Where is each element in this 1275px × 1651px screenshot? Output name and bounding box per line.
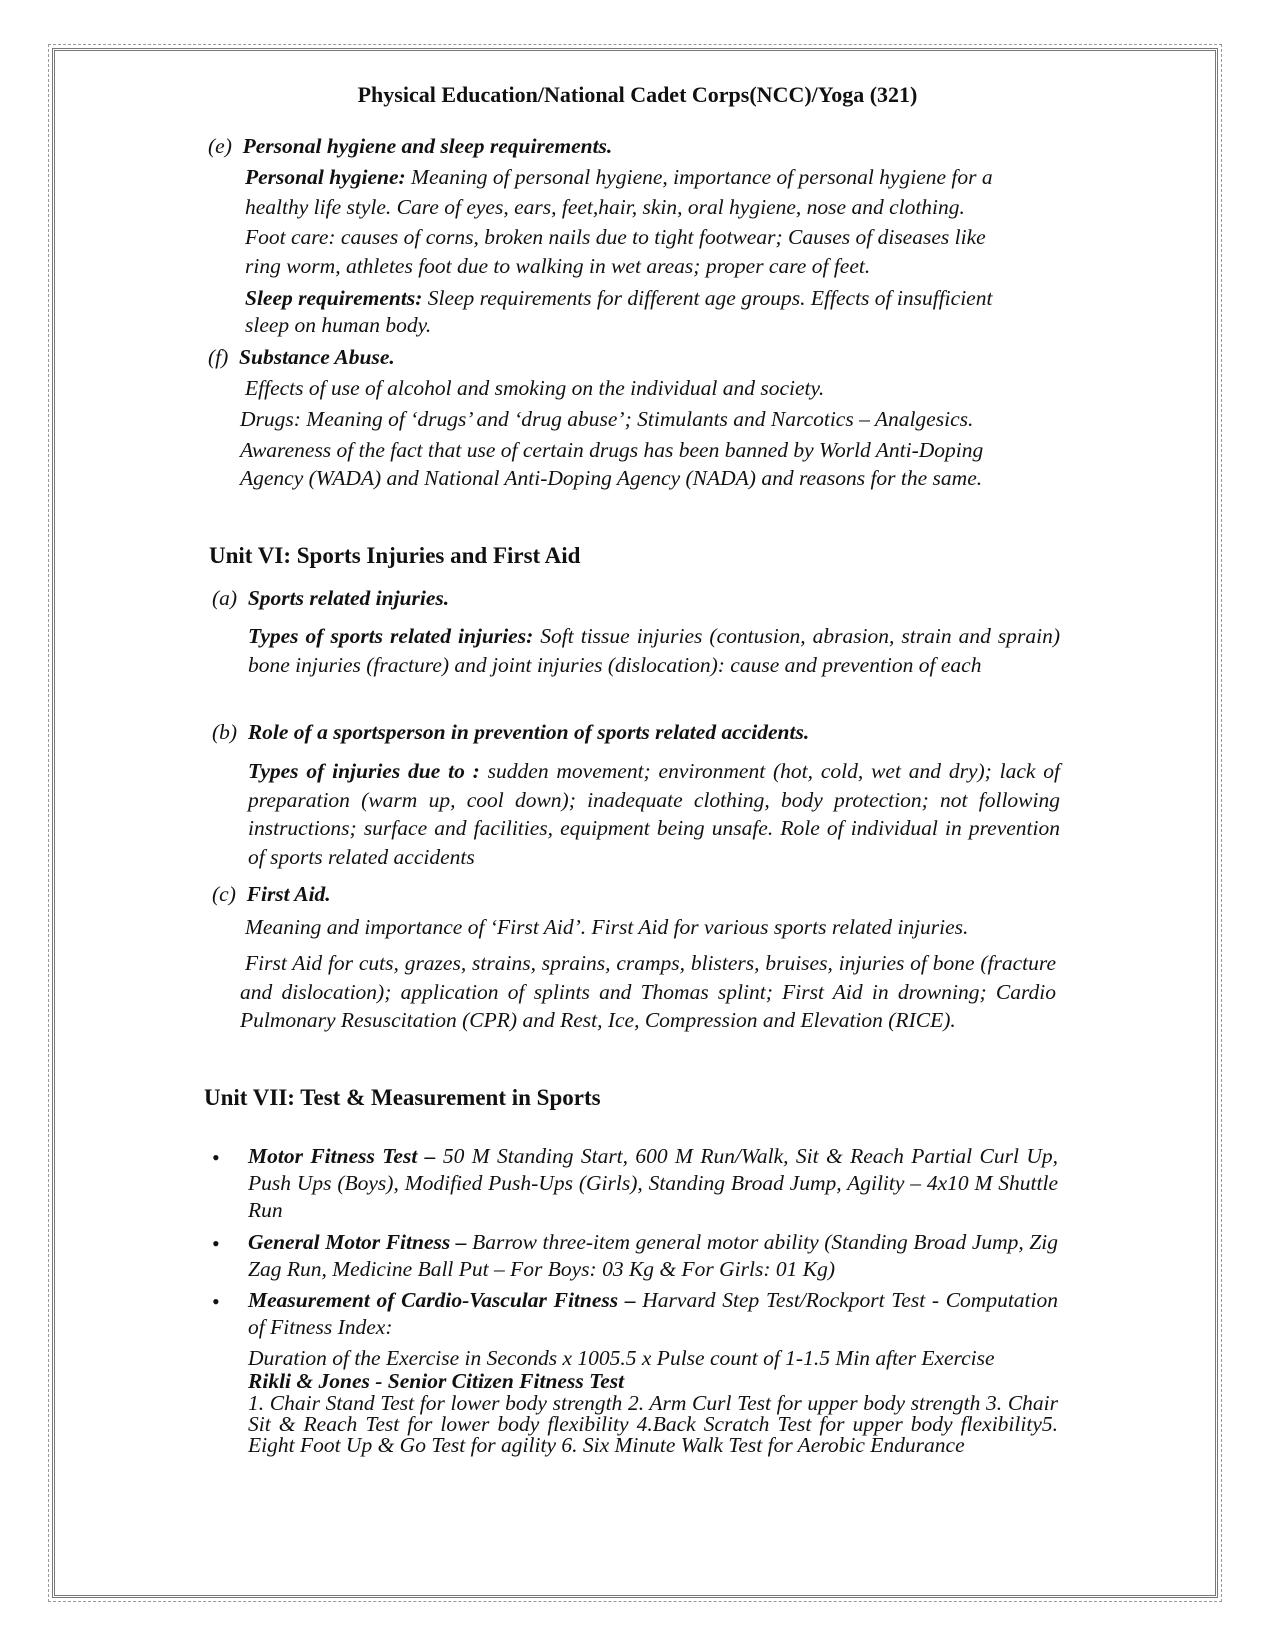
section-e-title: Personal hygiene and sleep requirements. [242, 134, 613, 158]
page-title-text: Physical Education/National Cadet Corps(NCC)/Yoga [357, 82, 865, 107]
hygiene-line-2: healthy life style. Care of eyes, ears, feet,hair, skin, oral hygiene, nose and clothing. [245, 195, 965, 219]
rikli-jones-heading: Rikli & Jones - Senior Citizen Fitness Test [248, 1369, 625, 1393]
cardio-label: Measurement of Cardio-Vascular Fitness – [248, 1288, 636, 1312]
unit6-a-text: Soft tissue injuries (contusion, abrasion, strain and sprain) bone injuries (fracture) and joint injuries (dislocation): cause and prevention of each [248, 624, 1060, 677]
substance-line-4: Agency (WADA) and National Anti-Doping Agency (NADA) and reasons for the same. [240, 466, 983, 490]
bullet-icon: • [212, 1231, 220, 1256]
hygiene-line-4: ring worm, athletes foot due to walking in wet areas; proper care of feet. [245, 254, 871, 278]
unit6-a-paragraph [248, 622, 1060, 679]
motor-fitness-text: 50 M Standing Start, 600 M Run/Walk, Sit & Reach Partial Curl Up, Push Ups (Boys), Modified Push-Ups (Girls), Standing Broad Jump, Agility – 4x10 M Shuttle Run [248, 1144, 1058, 1222]
substance-line-3: Awareness of the fact that use of certain drugs has been banned by World Anti-Doping [240, 438, 984, 462]
unit-6-title: Unit VI: Sports Injuries and First Aid [209, 543, 581, 568]
unit6-a-marker: (a) [212, 586, 238, 610]
course-code: (321) [869, 82, 918, 107]
first-aid-line-1: Meaning and importance of ‘First Aid’. First Aid for various sports related injuries. [245, 915, 969, 939]
unit6-b-marker: (b) [212, 720, 238, 744]
section-e-marker: (e) [208, 134, 232, 158]
unit6-b-heading [212, 718, 809, 746]
sleep-line-2: sleep on human body. [245, 313, 432, 337]
unit6-a-heading [212, 584, 449, 612]
unit6-a-title: Sports related injuries. [247, 586, 450, 610]
general-motor-label: General Motor Fitness – [248, 1230, 467, 1254]
unit6-b-label: Types of injuries due to : [248, 759, 480, 783]
cardio-item [248, 1287, 1058, 1341]
general-motor-item [248, 1229, 1058, 1283]
rikli-jones-text: 1. Chair Stand Test for lower body strength 2. Arm Curl Test for upper body strength 3. Chair Sit & Reach Test for lower body flexibility 4.Back Scratch Test for upper body flexibility5. Eight Foot Up & Go Test for agility 6. Six Minute Walk Test for Aerobic Endurance [248, 1391, 1058, 1457]
section-f-marker: (f) [208, 345, 229, 369]
unit-7-title: Unit VII: Test & Measurement in Sports [204, 1085, 601, 1110]
motor-fitness-label: Motor Fitness Test – [248, 1144, 436, 1168]
hygiene-line-3: Foot care: causes of corns, broken nails due to tight footwear; Causes of diseases like [245, 225, 986, 249]
unit6-c-title: First Aid. [246, 882, 331, 906]
unit6-c-heading [212, 880, 331, 908]
motor-fitness-item [248, 1143, 1058, 1224]
substance-line-2: Drugs: Meaning of ‘drugs’ and ‘drug abuse’; Stimulants and Narcotics – Analgesics. [240, 407, 974, 431]
unit6-b-paragraph [248, 757, 1060, 871]
hygiene-text-1: Meaning of personal hygiene, importance of personal hygiene for a [411, 165, 993, 189]
cardio-text: Harvard Step Test/Rockport Test - Computation of Fitness Index: [248, 1288, 1059, 1339]
substance-line-1: Effects of use of alcohol and smoking on the individual and society. [245, 376, 825, 400]
section-f-heading [208, 343, 395, 371]
sleep-label: Sleep requirements: [245, 286, 423, 310]
unit6-a-label: Types of sports related injuries: [248, 624, 534, 648]
hygiene-label: Personal hygiene: [245, 165, 406, 189]
section-f-title: Substance Abuse. [239, 345, 395, 369]
unit6-c-marker: (c) [212, 882, 236, 906]
sleep-text-1: Sleep requirements for different age groups. Effects of insufficient [427, 286, 993, 310]
hygiene-line-1 [245, 163, 993, 191]
bullet-icon: • [212, 1145, 220, 1170]
unit6-b-text: sudden movement; environment (hot, cold, wet and dry); lack of preparation (warm up, cool down); inadequate clothing, body protection; not following instructions; surface and facilities, equipment being unsafe. Role of individual in prevention of sports related accidents [248, 759, 1060, 869]
sleep-line-1 [245, 284, 992, 312]
fitness-index-formula: Duration of the Exercise in Seconds x 1005.5 x Pulse count of 1-1.5 Min after Exercise [248, 1346, 995, 1370]
general-motor-text: Barrow three-item general motor ability (Standing Broad Jump, Zig Zag Run, Medicine Ball Put – For Boys: 03 Kg & For Girls: 01 Kg) [248, 1230, 1059, 1281]
bullet-icon: • [212, 1289, 220, 1314]
unit6-b-title: Role of a sportsperson in prevention of sports related accidents. [247, 720, 810, 744]
first-aid-paragraph: First Aid for cuts, grazes, strains, sprains, cramps, blisters, bruises, injuries of bone (fracture and dislocation); application of splints and Thomas splint; First Aid in drowning; Cardio Pulmonary Resuscitation (CPR) and Rest, Ice, Compression and Elevation (RICE). [240, 951, 1056, 1032]
section-e-heading [208, 132, 612, 160]
page-title [0, 82, 1275, 108]
